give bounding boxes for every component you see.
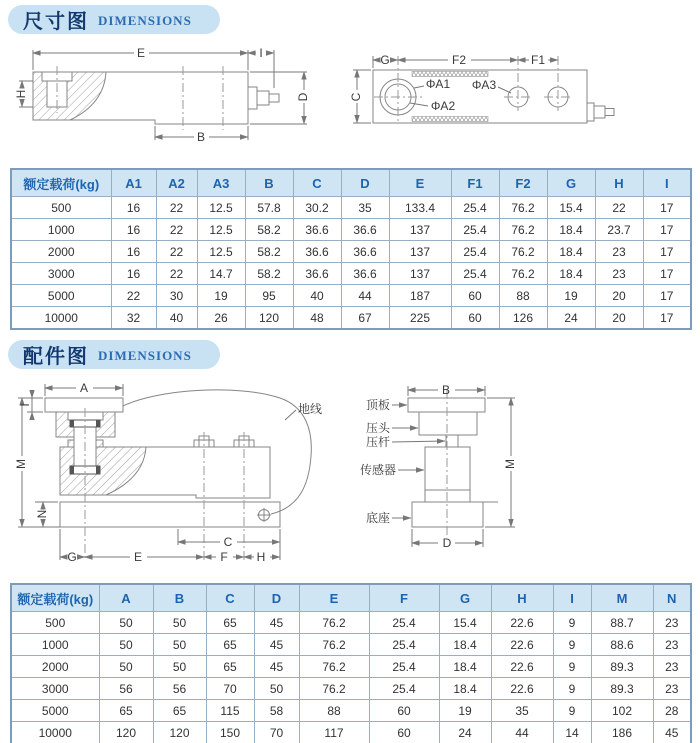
cell-value: 57.8 <box>245 197 293 219</box>
part-label-top-plate: 顶板 <box>366 398 391 412</box>
cell-value: 88 <box>499 285 547 307</box>
cell-value: 48 <box>293 307 341 330</box>
cell-value: 50 <box>153 656 206 678</box>
cell-value: 30 <box>156 285 197 307</box>
cell-value: 17 <box>643 285 691 307</box>
ground-wire-label: 地线 <box>298 402 323 416</box>
centerlines <box>183 66 223 130</box>
column-header: F2 <box>499 169 547 197</box>
cell-value: 15.4 <box>439 612 491 634</box>
section-title-accessories <box>8 340 220 369</box>
cell-value: 45 <box>254 656 299 678</box>
dim-label-E: E <box>133 550 143 564</box>
cell-rated-load: 5000 <box>11 285 111 307</box>
cell-value: 58.2 <box>245 263 293 285</box>
dimension-lines <box>392 386 518 547</box>
cell-value: 95 <box>245 285 293 307</box>
cell-value: 60 <box>451 307 499 330</box>
table-row <box>11 197 691 219</box>
table-row <box>11 307 691 330</box>
table-row <box>11 263 691 285</box>
cell-value: 36.6 <box>341 263 389 285</box>
cell-value: 45 <box>254 612 299 634</box>
cell-value: 22 <box>595 197 643 219</box>
cell-value: 12.5 <box>197 241 245 263</box>
cell-rated-load: 3000 <box>11 678 99 700</box>
dim-label-I: I <box>259 46 263 60</box>
cell-value: 23.7 <box>595 219 643 241</box>
column-header: E <box>389 169 451 197</box>
column-header: E <box>299 584 369 612</box>
cell-value: 25.4 <box>369 612 439 634</box>
cell-value: 133.4 <box>389 197 451 219</box>
column-header: M <box>591 584 653 612</box>
column-header: B <box>245 169 293 197</box>
load-cell-top-view-drawing <box>340 40 698 164</box>
cell-value: 23 <box>595 241 643 263</box>
dim-label-C: C <box>349 92 364 102</box>
cell-value: 16 <box>111 219 156 241</box>
cell-value: 22.6 <box>491 612 553 634</box>
column-header: A3 <box>197 169 245 197</box>
cell-value: 50 <box>153 634 206 656</box>
cell-value: 186 <box>591 722 653 743</box>
column-header: N <box>653 584 691 612</box>
dim-label-M: M <box>503 459 518 469</box>
cell-value: 70 <box>254 722 299 743</box>
cell-value: 58 <box>254 700 299 722</box>
fixing-bolts <box>194 436 254 447</box>
cell-value: 45 <box>653 722 691 743</box>
cell-value: 17 <box>643 197 691 219</box>
column-header: C <box>206 584 254 612</box>
cell-value: 137 <box>389 241 451 263</box>
table-header-row <box>11 169 691 197</box>
table-row <box>11 634 691 656</box>
section-title-en: DIMENSIONS <box>98 347 192 363</box>
top-plate <box>45 398 123 412</box>
dim-label-B: B <box>441 383 451 397</box>
ground-screw <box>257 508 271 522</box>
cell-value: 76.2 <box>299 678 369 700</box>
cell-value: 25.4 <box>451 197 499 219</box>
cell-value: 65 <box>206 656 254 678</box>
part-label-sensor: 传感器 <box>360 463 397 477</box>
base-plate <box>60 502 280 527</box>
cell-value: 9 <box>553 678 591 700</box>
column-header: F1 <box>451 169 499 197</box>
cell-value: 19 <box>197 285 245 307</box>
cell-value: 36.6 <box>293 263 341 285</box>
column-header: A <box>99 584 153 612</box>
cell-value: 56 <box>153 678 206 700</box>
cell-value: 17 <box>643 219 691 241</box>
cell-value: 23 <box>653 612 691 634</box>
table-row <box>11 219 691 241</box>
cell-value: 89.3 <box>591 656 653 678</box>
cell-value: 25.4 <box>369 678 439 700</box>
cell-rated-load: 5000 <box>11 700 99 722</box>
cell-value: 36.6 <box>341 241 389 263</box>
cell-value: 19 <box>439 700 491 722</box>
column-header: G <box>547 169 595 197</box>
part-label-base: 底座 <box>366 511 391 525</box>
cell-value: 20 <box>595 285 643 307</box>
cell-value: 12.5 <box>197 197 245 219</box>
cell-rated-load: 1000 <box>11 219 111 241</box>
cell-value: 50 <box>153 612 206 634</box>
cell-value: 40 <box>156 307 197 330</box>
section-title-dimensions <box>8 5 220 34</box>
cell-rated-load: 500 <box>11 612 99 634</box>
dim-label-A: A <box>79 381 89 395</box>
cell-value: 22.6 <box>491 634 553 656</box>
dim-label-C: C <box>223 535 233 549</box>
cell-value: 60 <box>369 700 439 722</box>
knurled-strip-top <box>412 72 488 77</box>
cell-value: 22 <box>156 219 197 241</box>
dim-label-F1: F1 <box>530 53 546 67</box>
cell-value: 14.7 <box>197 263 245 285</box>
cell-rated-load: 10000 <box>11 307 111 330</box>
cell-value: 50 <box>254 678 299 700</box>
cell-value: 23 <box>653 656 691 678</box>
column-header: G <box>439 584 491 612</box>
cell-value: 25.4 <box>451 241 499 263</box>
cell-value: 88 <box>299 700 369 722</box>
dim-label-F: F <box>220 550 228 564</box>
cell-rated-load: 1000 <box>11 634 99 656</box>
cell-value: 22 <box>156 197 197 219</box>
cable-connector <box>248 87 279 109</box>
table-row <box>11 612 691 634</box>
cell-value: 25.4 <box>369 656 439 678</box>
cell-value: 25.4 <box>451 219 499 241</box>
load-cell-side-view-drawing <box>8 40 338 164</box>
cell-value: 76.2 <box>299 612 369 634</box>
cell-value: 17 <box>643 241 691 263</box>
cell-value: 36.6 <box>341 219 389 241</box>
cell-value: 36.6 <box>293 219 341 241</box>
dimension-lines <box>18 384 280 560</box>
cell-value: 102 <box>591 700 653 722</box>
cell-value: 18.4 <box>439 678 491 700</box>
cell-value: 88.7 <box>591 612 653 634</box>
cell-value: 19 <box>547 285 595 307</box>
cell-value: 44 <box>491 722 553 743</box>
knurled-strip-bottom <box>412 117 488 122</box>
cell-value: 56 <box>99 678 153 700</box>
dim-label-B: B <box>196 130 206 144</box>
cell-value: 137 <box>389 219 451 241</box>
cell-value: 65 <box>153 700 206 722</box>
cell-value: 76.2 <box>299 656 369 678</box>
cell-value: 32 <box>111 307 156 330</box>
cell-value: 45 <box>254 634 299 656</box>
cell-value: 187 <box>389 285 451 307</box>
cell-value: 76.2 <box>499 219 547 241</box>
cell-value: 18.4 <box>439 656 491 678</box>
cell-value: 65 <box>206 634 254 656</box>
cell-value: 17 <box>643 263 691 285</box>
accessory-stack-drawing <box>352 378 698 580</box>
cell-value: 76.2 <box>299 634 369 656</box>
dim-label-E: E <box>136 46 146 60</box>
column-header: A2 <box>156 169 197 197</box>
cell-value: 126 <box>499 307 547 330</box>
table-row <box>11 656 691 678</box>
cell-value: 22 <box>156 263 197 285</box>
section-title-cn: 配件图 <box>23 346 89 368</box>
cell-value: 58.2 <box>245 241 293 263</box>
cell-value: 60 <box>451 285 499 307</box>
cell-value: 50 <box>99 656 153 678</box>
column-header: D <box>254 584 299 612</box>
cell-value: 65 <box>99 700 153 722</box>
cell-value: 9 <box>553 612 591 634</box>
cell-value: 117 <box>299 722 369 743</box>
cell-value: 9 <box>553 700 591 722</box>
cell-value: 76.2 <box>499 241 547 263</box>
cell-value: 36.6 <box>293 241 341 263</box>
cell-value: 23 <box>595 263 643 285</box>
cable-connector <box>587 103 614 121</box>
dim-label-D: D <box>442 536 452 550</box>
cell-value: 58.2 <box>245 219 293 241</box>
cell-value: 88.6 <box>591 634 653 656</box>
cell-value: 225 <box>389 307 451 330</box>
cell-value: 76.2 <box>499 197 547 219</box>
cell-value: 16 <box>111 263 156 285</box>
cell-value: 50 <box>99 634 153 656</box>
part-label-press-rod: 压杆 <box>366 435 391 449</box>
cell-value: 18.4 <box>547 219 595 241</box>
column-header: B <box>153 584 206 612</box>
cell-rated-load: 2000 <box>11 656 99 678</box>
cell-value: 50 <box>99 612 153 634</box>
column-header: H <box>595 169 643 197</box>
dim-label-H: H <box>256 550 266 564</box>
cell-value: 30.2 <box>293 197 341 219</box>
ground-wire-leader <box>285 410 296 420</box>
cell-value: 25.4 <box>369 634 439 656</box>
cell-rated-load: 10000 <box>11 722 99 743</box>
cell-value: 25.4 <box>451 263 499 285</box>
cell-value: 76.2 <box>499 263 547 285</box>
cell-value: 44 <box>341 285 389 307</box>
cell-value: 22 <box>156 241 197 263</box>
cell-value: 16 <box>111 197 156 219</box>
dim-label-G: G <box>380 53 390 67</box>
dim-label-F2: F2 <box>451 53 467 67</box>
cell-rated-load: 3000 <box>11 263 111 285</box>
cell-value: 12.5 <box>197 219 245 241</box>
cell-value: 22.6 <box>491 678 553 700</box>
cell-value: 120 <box>245 307 293 330</box>
cell-value: 120 <box>99 722 153 743</box>
column-header-rated-load: 额定载荷(kg) <box>11 584 99 612</box>
dim-label-N: N <box>35 509 50 519</box>
cell-value: 17 <box>643 307 691 330</box>
cell-value: 20 <box>595 307 643 330</box>
cell-value: 150 <box>206 722 254 743</box>
cell-value: 115 <box>206 700 254 722</box>
cell-value: 120 <box>153 722 206 743</box>
column-header: I <box>643 169 691 197</box>
table-row <box>11 285 691 307</box>
section-title-en: DIMENSIONS <box>98 12 192 28</box>
cell-value: 9 <box>553 634 591 656</box>
cell-value: 24 <box>547 307 595 330</box>
column-header: I <box>553 584 591 612</box>
cell-value: 67 <box>341 307 389 330</box>
hole-label-A1: ΦA1 <box>425 77 451 91</box>
cell-value: 26 <box>197 307 245 330</box>
hole-label-A3: ΦA3 <box>471 78 497 92</box>
column-header-rated-load: 额定载荷(kg) <box>11 169 111 197</box>
cell-rated-load: 500 <box>11 197 111 219</box>
column-header: H <box>491 584 553 612</box>
cell-value: 18.4 <box>439 634 491 656</box>
dim-label-H: H <box>14 89 29 99</box>
cell-value: 15.4 <box>547 197 595 219</box>
cell-value: 65 <box>206 612 254 634</box>
cell-value: 70 <box>206 678 254 700</box>
accessories-table <box>10 583 692 743</box>
cell-value: 40 <box>293 285 341 307</box>
cell-value: 22 <box>111 285 156 307</box>
table-header-row <box>11 584 691 612</box>
cell-value: 35 <box>341 197 389 219</box>
table-row <box>11 678 691 700</box>
cell-value: 23 <box>653 678 691 700</box>
cell-value: 14 <box>553 722 591 743</box>
cell-value: 16 <box>111 241 156 263</box>
table-row <box>11 700 691 722</box>
column-header: F <box>369 584 439 612</box>
cell-value: 137 <box>389 263 451 285</box>
press-rod <box>446 435 458 447</box>
mounting-assembly-drawing <box>8 376 348 578</box>
table-row <box>11 241 691 263</box>
dim-label-I: I <box>18 403 33 407</box>
cell-value: 18.4 <box>547 241 595 263</box>
column-header: D <box>341 169 389 197</box>
dim-label-D: D <box>296 92 311 102</box>
dim-label-M: M <box>14 459 29 469</box>
cell-value: 28 <box>653 700 691 722</box>
dimensions-table <box>10 168 692 330</box>
cell-value: 89.3 <box>591 678 653 700</box>
threaded-hole <box>42 66 72 113</box>
section-title-cn: 尺寸图 <box>23 11 89 33</box>
cell-value: 22.6 <box>491 656 553 678</box>
part-label-press-head: 压头 <box>366 421 391 435</box>
cell-value: 9 <box>553 656 591 678</box>
press-head <box>419 412 477 435</box>
cell-value: 23 <box>653 634 691 656</box>
table-row <box>11 722 691 743</box>
cell-rated-load: 2000 <box>11 241 111 263</box>
cell-value: 35 <box>491 700 553 722</box>
cell-value: 18.4 <box>547 263 595 285</box>
dim-label-G: G <box>67 550 77 564</box>
hole-label-A2: ΦA2 <box>430 99 456 113</box>
cell-value: 24 <box>439 722 491 743</box>
column-header: A1 <box>111 169 156 197</box>
cell-value: 60 <box>369 722 439 743</box>
column-header: C <box>293 169 341 197</box>
